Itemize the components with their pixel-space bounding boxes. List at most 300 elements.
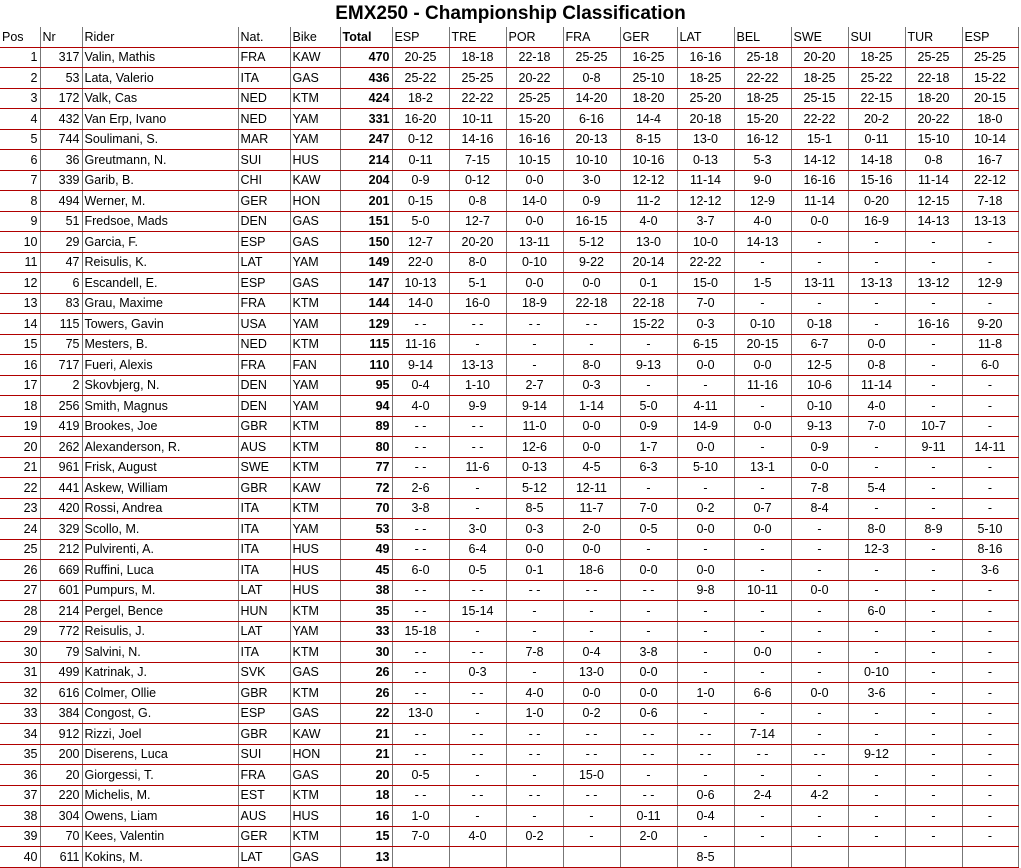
bike-cell: KTM [290, 416, 340, 437]
bike-cell: KTM [290, 437, 340, 458]
race-result-cell: 22-22 [449, 88, 506, 109]
race-result-cell: 14-16 [449, 129, 506, 150]
race-result-cell: - [848, 724, 905, 745]
rider-cell: Pergel, Bence [82, 601, 238, 622]
race-result-cell: - [506, 765, 563, 786]
race-result-cell: 15-10 [905, 129, 962, 150]
nr-cell: 317 [40, 47, 82, 68]
nat-cell: GBR [238, 724, 290, 745]
race-result-cell: - [962, 765, 1018, 786]
header-row [0, 27, 1018, 47]
race-result-cell: - [848, 621, 905, 642]
race-result-cell: 0-8 [449, 191, 506, 212]
race-result-cell: - - [449, 437, 506, 458]
race-result-cell: 6-0 [962, 355, 1018, 376]
race-result-cell: - [791, 724, 848, 745]
race-result-cell: 10-14 [962, 129, 1018, 150]
pos-cell: 36 [0, 765, 40, 786]
race-result-cell: 0-9 [563, 191, 620, 212]
bike-cell: KAW [290, 170, 340, 191]
race-result-cell: - [677, 478, 734, 499]
race-result-cell: 14-13 [905, 211, 962, 232]
race-result-cell: - - [620, 580, 677, 601]
bike-cell: HUS [290, 560, 340, 581]
race-result-cell: 0-0 [506, 170, 563, 191]
race-result-cell: - [905, 232, 962, 253]
race-result-cell: 0-4 [677, 806, 734, 827]
race-result-cell: - [848, 498, 905, 519]
race-result-cell: - [506, 621, 563, 642]
total-cell: 95 [340, 375, 392, 396]
race-result-cell: - [905, 683, 962, 704]
race-result-cell: 13-12 [905, 273, 962, 294]
race-result-cell: - [905, 457, 962, 478]
race-result-cell: - [962, 806, 1018, 827]
race-result-cell: 7-15 [449, 150, 506, 171]
bike-cell: KAW [290, 478, 340, 499]
race-result-cell [563, 847, 620, 868]
race-result-cell: 14-12 [791, 150, 848, 171]
race-result-cell: 0-12 [449, 170, 506, 191]
race-result-cell: - [791, 252, 848, 273]
pos-cell: 16 [0, 355, 40, 376]
race-result-cell: - [620, 334, 677, 355]
rider-cell: Garcia, F. [82, 232, 238, 253]
race-result-cell: - [506, 806, 563, 827]
race-result-cell: - - [449, 642, 506, 663]
race-result-cell: 0-0 [620, 560, 677, 581]
race-result-cell: 13-11 [506, 232, 563, 253]
race-result-cell: 22-0 [392, 252, 449, 273]
race-result-cell: - [848, 826, 905, 847]
nat-cell: SUI [238, 150, 290, 171]
nr-cell: 115 [40, 314, 82, 335]
total-cell: 26 [340, 683, 392, 704]
nat-cell: GER [238, 826, 290, 847]
race-result-cell: - - [449, 785, 506, 806]
total-cell: 331 [340, 109, 392, 130]
race-result-cell: 25-22 [848, 68, 905, 89]
race-result-cell: 0-0 [677, 560, 734, 581]
rider-cell: Grau, Maxime [82, 293, 238, 314]
race-result-cell: 16-0 [449, 293, 506, 314]
race-result-cell: 7-0 [677, 293, 734, 314]
race-result-cell: 7-0 [392, 826, 449, 847]
total-cell: 16 [340, 806, 392, 827]
race-result-cell: 11-14 [905, 170, 962, 191]
race-result-cell: - [848, 580, 905, 601]
race-result-cell: 15-16 [848, 170, 905, 191]
pos-cell: 11 [0, 252, 40, 273]
race-result-cell: 8-16 [962, 539, 1018, 560]
table-row [0, 252, 1018, 273]
bike-cell: YAM [290, 621, 340, 642]
race-result-cell: - [905, 621, 962, 642]
race-result-cell: 0-12 [392, 129, 449, 150]
nat-cell: DEN [238, 211, 290, 232]
race-result-cell: 8-0 [563, 355, 620, 376]
nat-cell: ITA [238, 68, 290, 89]
race-result-cell: 6-6 [734, 683, 791, 704]
table-row [0, 211, 1018, 232]
race-result-cell: 2-6 [392, 478, 449, 499]
race-result-cell: - [734, 806, 791, 827]
race-result-cell: - [791, 601, 848, 622]
race-result-cell: - [791, 642, 848, 663]
race-result-cell: - [620, 478, 677, 499]
race-result-cell: 2-0 [620, 826, 677, 847]
race-result-cell: - - [392, 601, 449, 622]
nat-cell: AUS [238, 806, 290, 827]
race-result-cell: 0-5 [620, 519, 677, 540]
race-result-cell: - [962, 375, 1018, 396]
race-result-cell: - [563, 334, 620, 355]
race-result-cell: 8-5 [506, 498, 563, 519]
total-cell: 80 [340, 437, 392, 458]
race-result-cell: 25-25 [449, 68, 506, 89]
race-result-cell: 14-20 [563, 88, 620, 109]
race-result-cell: 13-0 [392, 703, 449, 724]
race-result-cell: - [449, 334, 506, 355]
pos-cell: 5 [0, 129, 40, 150]
nat-cell: GBR [238, 478, 290, 499]
race-result-cell: 13-0 [563, 662, 620, 683]
col-nr: Nr [40, 27, 82, 47]
nr-cell: 744 [40, 129, 82, 150]
bike-cell: GAS [290, 232, 340, 253]
pos-cell: 14 [0, 314, 40, 335]
race-result-cell: - [734, 539, 791, 560]
race-result-cell: 9-14 [392, 355, 449, 376]
race-result-cell: 0-0 [506, 539, 563, 560]
total-cell: 77 [340, 457, 392, 478]
race-result-cell: 11-2 [620, 191, 677, 212]
race-result-cell: - [962, 621, 1018, 642]
race-result-cell: - - [392, 437, 449, 458]
table-row [0, 765, 1018, 786]
race-result-cell: 0-0 [791, 683, 848, 704]
race-result-cell: - [791, 621, 848, 642]
race-result-cell: 11-16 [734, 375, 791, 396]
bike-cell: KTM [290, 88, 340, 109]
pos-cell: 15 [0, 334, 40, 355]
race-result-cell: - - [449, 580, 506, 601]
race-result-cell: - [734, 662, 791, 683]
race-result-cell: - [848, 437, 905, 458]
race-result-cell: - [905, 765, 962, 786]
race-result-cell: 15-14 [449, 601, 506, 622]
pos-cell: 35 [0, 744, 40, 765]
race-result-cell: 0-1 [620, 273, 677, 294]
race-result-cell: 0-0 [563, 273, 620, 294]
race-result-cell: - - [506, 724, 563, 745]
race-result-cell: 6-0 [392, 560, 449, 581]
bike-cell: HON [290, 744, 340, 765]
race-result-cell: 0-2 [563, 703, 620, 724]
race-result-cell: - [734, 765, 791, 786]
classification-table [0, 27, 1019, 868]
race-result-cell: - - [620, 724, 677, 745]
race-result-cell: 8-15 [620, 129, 677, 150]
race-result-cell: 0-9 [791, 437, 848, 458]
race-result-cell: 15-1 [791, 129, 848, 150]
pos-cell: 31 [0, 662, 40, 683]
race-result-cell: 2-0 [563, 519, 620, 540]
race-result-cell: - - [392, 580, 449, 601]
bike-cell: YAM [290, 109, 340, 130]
race-result-cell: - - [392, 642, 449, 663]
bike-cell: GAS [290, 662, 340, 683]
pos-cell: 18 [0, 396, 40, 417]
table-row [0, 621, 1018, 642]
race-result-cell: 15-20 [506, 109, 563, 130]
rider-cell: Escandell, E. [82, 273, 238, 294]
bike-cell: GAS [290, 211, 340, 232]
race-result-cell: - [791, 519, 848, 540]
pos-cell: 21 [0, 457, 40, 478]
race-result-cell [620, 847, 677, 868]
race-result-cell: - [905, 703, 962, 724]
race-result-cell: - - [449, 724, 506, 745]
col-rider: Rider [82, 27, 238, 47]
table-row [0, 88, 1018, 109]
rider-cell: Askew, William [82, 478, 238, 499]
table-row [0, 129, 1018, 150]
race-result-cell: 20-22 [905, 109, 962, 130]
race-result-cell: - [905, 662, 962, 683]
nr-cell: 441 [40, 478, 82, 499]
nr-cell: 420 [40, 498, 82, 519]
race-result-cell: 22-18 [563, 293, 620, 314]
bike-cell: KAW [290, 724, 340, 745]
total-cell: 33 [340, 621, 392, 642]
race-result-cell: 15-18 [392, 621, 449, 642]
race-result-cell: - - [506, 744, 563, 765]
race-result-cell: 7-0 [620, 498, 677, 519]
col-race: SWE [791, 27, 848, 47]
race-result-cell: - - [392, 416, 449, 437]
race-result-cell: - [962, 478, 1018, 499]
race-result-cell: 16-16 [506, 129, 563, 150]
race-result-cell: 16-15 [563, 211, 620, 232]
race-result-cell: 25-25 [563, 47, 620, 68]
pos-cell: 30 [0, 642, 40, 663]
race-result-cell: 12-9 [734, 191, 791, 212]
race-result-cell: - [791, 662, 848, 683]
race-result-cell: 11-0 [506, 416, 563, 437]
race-result-cell: 11-14 [677, 170, 734, 191]
race-result-cell: 15-22 [962, 68, 1018, 89]
race-result-cell: - [905, 375, 962, 396]
race-result-cell: 18-9 [506, 293, 563, 314]
nat-cell: HUN [238, 601, 290, 622]
total-cell: 35 [340, 601, 392, 622]
col-bike: Bike [290, 27, 340, 47]
pos-cell: 22 [0, 478, 40, 499]
race-result-cell: 14-0 [506, 191, 563, 212]
nr-cell: 36 [40, 150, 82, 171]
race-result-cell: - [848, 252, 905, 273]
table-row [0, 170, 1018, 191]
race-result-cell: - - [392, 683, 449, 704]
table-row [0, 847, 1018, 868]
table-row [0, 47, 1018, 68]
nr-cell: 200 [40, 744, 82, 765]
race-result-cell: 0-8 [905, 150, 962, 171]
table-row [0, 109, 1018, 130]
race-result-cell: - [962, 252, 1018, 273]
race-result-cell: 5-0 [392, 211, 449, 232]
race-result-cell: 0-10 [848, 662, 905, 683]
race-result-cell: 10-0 [677, 232, 734, 253]
race-result-cell: - - [506, 785, 563, 806]
total-cell: 204 [340, 170, 392, 191]
rider-cell: Valk, Cas [82, 88, 238, 109]
table-row [0, 826, 1018, 847]
race-result-cell: 8-0 [848, 519, 905, 540]
race-result-cell: - [962, 744, 1018, 765]
nat-cell: DEN [238, 396, 290, 417]
race-result-cell: 15-0 [563, 765, 620, 786]
table-row [0, 396, 1018, 417]
col-pos: Pos [0, 27, 40, 47]
bike-cell: YAM [290, 252, 340, 273]
total-cell: 15 [340, 826, 392, 847]
total-cell: 30 [340, 642, 392, 663]
total-cell: 115 [340, 334, 392, 355]
race-result-cell: - [677, 662, 734, 683]
race-result-cell: 14-9 [677, 416, 734, 437]
race-result-cell: - [905, 560, 962, 581]
total-cell: 151 [340, 211, 392, 232]
race-result-cell: 15-22 [620, 314, 677, 335]
nr-cell: 83 [40, 293, 82, 314]
bike-cell: HUS [290, 580, 340, 601]
col-race: BEL [734, 27, 791, 47]
race-result-cell: 25-20 [677, 88, 734, 109]
bike-cell: HUS [290, 806, 340, 827]
race-result-cell [506, 847, 563, 868]
nr-cell: 172 [40, 88, 82, 109]
race-result-cell: 22-18 [506, 47, 563, 68]
table-row [0, 785, 1018, 806]
race-result-cell: 1-0 [392, 806, 449, 827]
table-row [0, 68, 1018, 89]
pos-cell: 38 [0, 806, 40, 827]
nr-cell: 262 [40, 437, 82, 458]
table-row [0, 232, 1018, 253]
race-result-cell: - - [449, 744, 506, 765]
race-result-cell: - [962, 703, 1018, 724]
race-result-cell: 6-0 [848, 601, 905, 622]
race-result-cell: 13-11 [791, 273, 848, 294]
race-result-cell: 0-2 [506, 826, 563, 847]
race-result-cell: 0-0 [734, 416, 791, 437]
race-result-cell: 16-9 [848, 211, 905, 232]
race-result-cell: 25-15 [791, 88, 848, 109]
nat-cell: ITA [238, 539, 290, 560]
race-result-cell: 8-5 [677, 847, 734, 868]
race-result-cell: - [791, 293, 848, 314]
nat-cell: GBR [238, 416, 290, 437]
race-result-cell: - [734, 478, 791, 499]
race-result-cell: 5-10 [677, 457, 734, 478]
pos-cell: 28 [0, 601, 40, 622]
race-result-cell: - [962, 232, 1018, 253]
table-row [0, 478, 1018, 499]
race-result-cell: 0-0 [506, 211, 563, 232]
race-result-cell: 0-0 [791, 457, 848, 478]
race-result-cell: 0-9 [620, 416, 677, 437]
race-result-cell: 20-2 [848, 109, 905, 130]
race-result-cell: - [962, 826, 1018, 847]
race-result-cell: - [962, 662, 1018, 683]
pos-cell: 27 [0, 580, 40, 601]
total-cell: 53 [340, 519, 392, 540]
race-result-cell: 0-0 [620, 662, 677, 683]
nat-cell: FRA [238, 293, 290, 314]
rider-cell: Reisulis, K. [82, 252, 238, 273]
table-row [0, 724, 1018, 745]
table-row [0, 601, 1018, 622]
total-cell: 94 [340, 396, 392, 417]
bike-cell: KTM [290, 785, 340, 806]
race-result-cell: - - [677, 744, 734, 765]
race-result-cell [734, 847, 791, 868]
rider-cell: Kees, Valentin [82, 826, 238, 847]
total-cell: 436 [340, 68, 392, 89]
race-result-cell: 1-14 [563, 396, 620, 417]
race-result-cell: 2-4 [734, 785, 791, 806]
race-result-cell: 0-2 [677, 498, 734, 519]
race-result-cell: 6-16 [563, 109, 620, 130]
nat-cell: NED [238, 334, 290, 355]
table-row [0, 273, 1018, 294]
race-result-cell: 4-2 [791, 785, 848, 806]
total-cell: 201 [340, 191, 392, 212]
rider-cell: Owens, Liam [82, 806, 238, 827]
race-result-cell: - [848, 806, 905, 827]
col-race: ESP [962, 27, 1018, 47]
total-cell: 21 [340, 744, 392, 765]
race-result-cell: 6-4 [449, 539, 506, 560]
race-result-cell: 10-16 [620, 150, 677, 171]
race-result-cell: - [791, 232, 848, 253]
race-result-cell: - [905, 744, 962, 765]
rider-cell: Frisk, August [82, 457, 238, 478]
rider-cell: Alexanderson, R. [82, 437, 238, 458]
col-nat: Nat. [238, 27, 290, 47]
bike-cell: YAM [290, 375, 340, 396]
nr-cell: 419 [40, 416, 82, 437]
col-race: ESP [392, 27, 449, 47]
nr-cell: 29 [40, 232, 82, 253]
race-result-cell: 8-4 [791, 498, 848, 519]
race-result-cell: 3-6 [962, 560, 1018, 581]
col-race: TUR [905, 27, 962, 47]
race-result-cell: 18-2 [392, 88, 449, 109]
nr-cell: 669 [40, 560, 82, 581]
race-result-cell: - - [392, 457, 449, 478]
rider-cell: Congost, G. [82, 703, 238, 724]
race-result-cell: 10-11 [734, 580, 791, 601]
race-result-cell: - [791, 539, 848, 560]
rider-cell: Ruffini, Luca [82, 560, 238, 581]
race-result-cell: 0-0 [848, 334, 905, 355]
total-cell: 470 [340, 47, 392, 68]
race-result-cell: - [905, 785, 962, 806]
pos-cell: 37 [0, 785, 40, 806]
